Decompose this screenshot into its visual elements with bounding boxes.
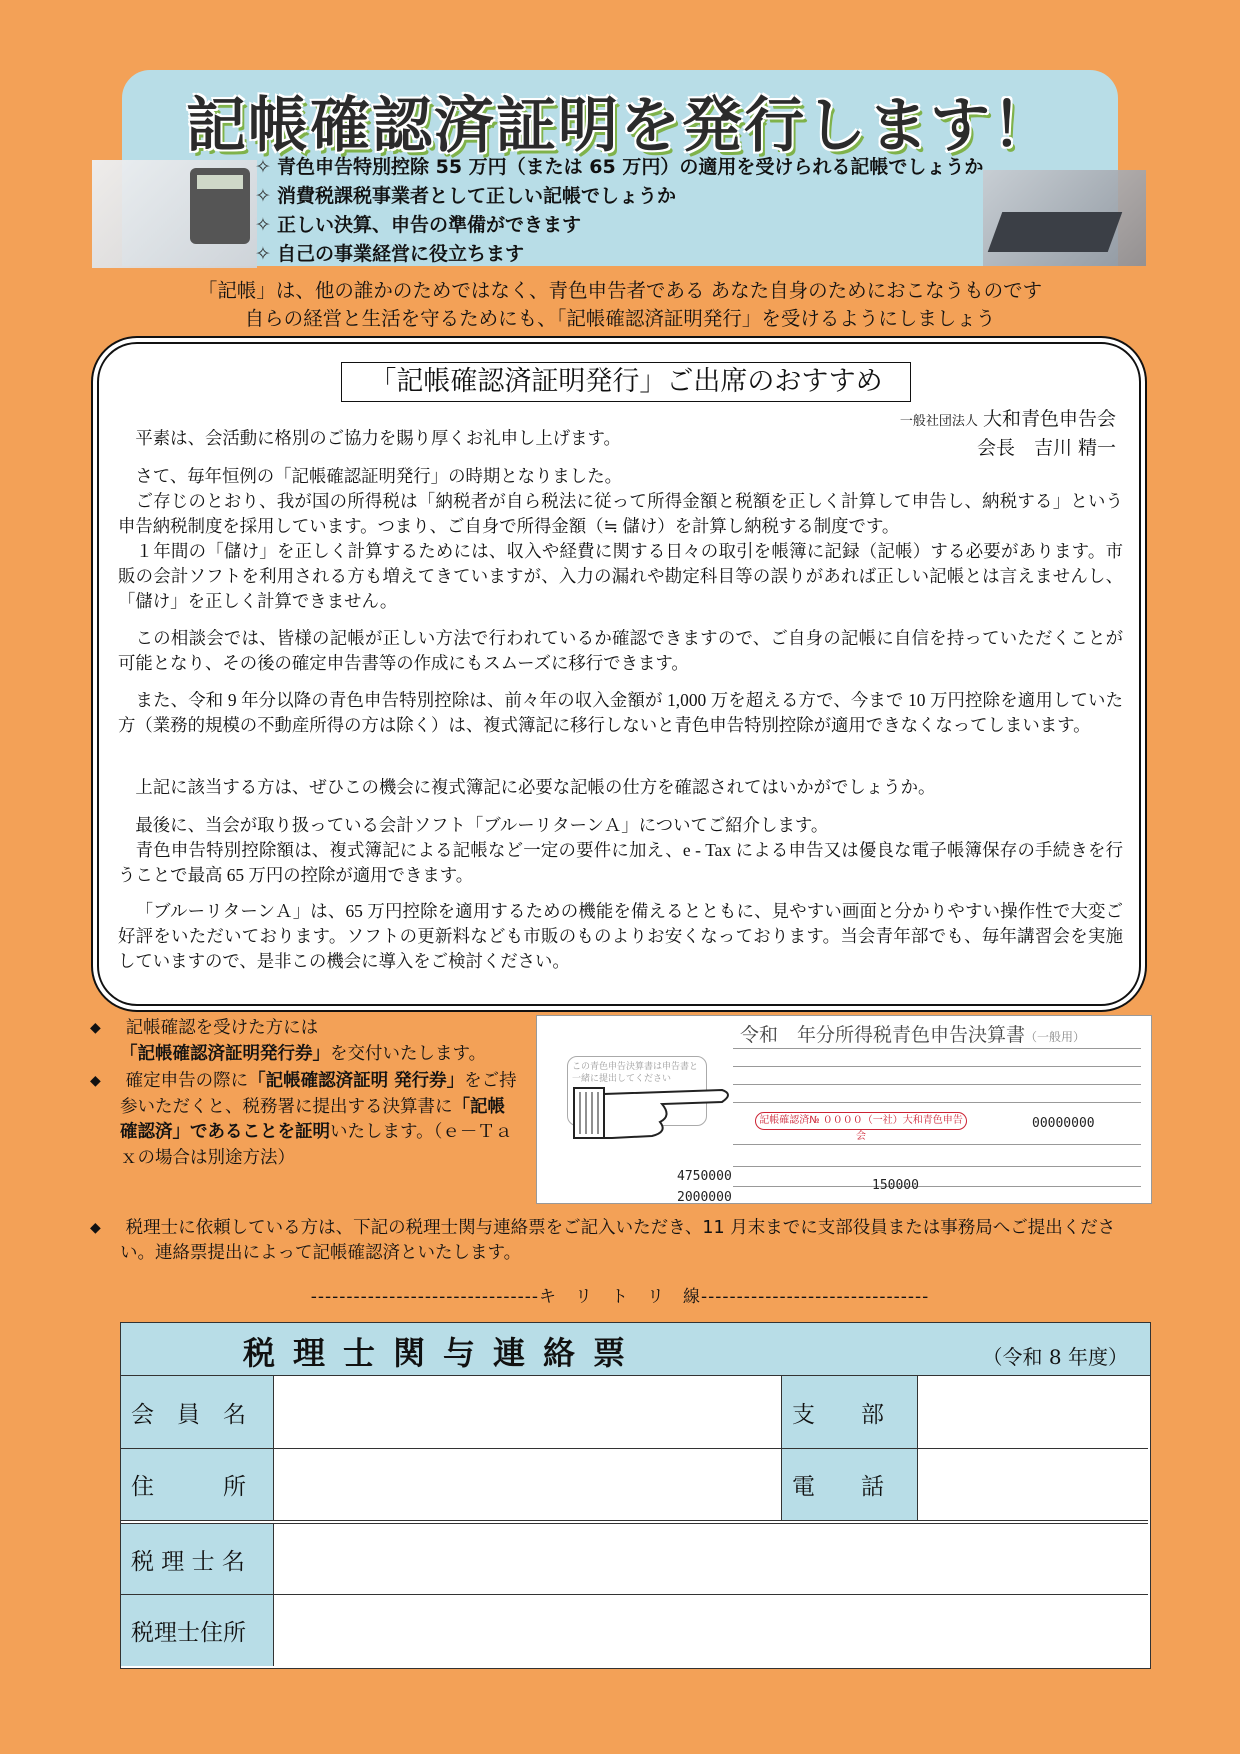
form-title: 税理士関与連絡票	[243, 1334, 644, 1372]
certification-stamp: 記帳確認済№ ００００（一社）大和青色申告会	[755, 1112, 967, 1130]
tax-accountant-address-field[interactable]	[274, 1595, 1148, 1666]
laptop-keyboard-icon	[988, 212, 1123, 252]
form-header	[121, 1323, 1150, 1376]
sparkle-icon: ✧	[255, 156, 271, 178]
diamond-icon: ◆	[90, 1020, 101, 1036]
letter-paragraph: この相談会では、皆様の記帳が正しい方法で行われているか確認できますので、ご自身の記帳に自信を持っていただくことが可能となり、その後の確定申告書等の作成にもスムーズに移行できます。	[118, 628, 1123, 673]
speech-bubble: この青色申告決算書は申告書と一緒に提出してください	[567, 1056, 707, 1126]
form-year: （令和 8 年度）	[982, 1345, 1128, 1369]
sparkle-icon: ✧	[255, 185, 271, 207]
pointing-hand-icon	[572, 1076, 742, 1146]
letter-paragraph: 平素は、会活動に格別のご協力を賜り厚くお礼申し上げます。	[135, 428, 621, 448]
form-title: 令和 年分所得税青色申告決算書（一般用）	[740, 1024, 1086, 1046]
address-label: 住 所	[121, 1449, 274, 1521]
letter-paragraph: １年間の「儲け」を正しく計算するためには、収入や経費に関する日々の取引を帳簿に記録（記帳）する必要があります。市販の会計ソフトを利用される方も増えてきていますが、入力の漏れや勘定科目等の誤りがあれば正しい記帳とは言えませんし、「儲け」を正しく計算できません。	[118, 541, 1123, 611]
note-item: ◆ 記帳確認を受けた方には「記帳確認済証明発行券」を交付いたします。	[90, 1016, 522, 1067]
letter-paragraph: また、令和 9 年分以降の青色申告特別控除は、前々年の収入金額が 1,000 万を超える方で、今まで 10 万円控除を適用していた方（業務的規模の不動産所得の方は除く）は、複式簿記に移行しないと青色申告特別控除が適用できなくなってしまいます。	[118, 690, 1123, 735]
sparkle-icon: ✧	[255, 214, 271, 236]
header-bullet-list	[255, 153, 983, 269]
page-title: 記帳確認済証明を発行します！	[186, 91, 1054, 161]
phone-label: 電 話	[782, 1449, 918, 1521]
calculator-icon	[190, 168, 250, 244]
phone-field[interactable]	[918, 1449, 1148, 1521]
letter-paragraph: ご存じのとおり、我が国の所得税は「納税者が自ら税法に従って所得金額と税額を正しく計算して申告し、納税する」という申告納税制度を採用しています。つまり、ご自身で所得金額（≒ 儲け）を計算し納税する制度です。	[118, 491, 1123, 536]
bullet-item: ✧ 自己の事業経営に役立ちます	[255, 240, 983, 269]
cut-line: --------------------------------キ リ ト リ 線--------------------------------	[310, 1287, 930, 1307]
note-item: ◆ 確定申告の際に「記帳確認済証明 発行券」をご持参いただくと、税務署に提出する決算書に「記帳確認済」であることを証明いたします。（ｅ－Ｔａｘの場合は別途方法）	[90, 1069, 522, 1171]
tax-accountant-note: ◆ 税理士に依頼している方は、下記の税理士関与連絡票をご記入いただき、11 月末までに支部役員または事務局へご提出ください。連絡票提出によって記帳確認済といたします。	[90, 1216, 1150, 1266]
member-name-field[interactable]	[274, 1376, 782, 1449]
bullet-item: ✧ 青色申告特別控除 55 万円（または 65 万円）の適用を受けられる記帳でしょうか	[255, 153, 983, 182]
diamond-icon: ◆	[90, 1073, 101, 1089]
letter-paragraph: さて、毎年恒例の「記帳確認証明発行」の時期となりました。	[135, 466, 622, 486]
bullet-item: ✧ 正しい決算、申告の準備ができます	[255, 211, 983, 240]
tax-return-form-image: 令和 年分所得税青色申告決算書（一般用） この青色申告決算書は申告書と一緒に提出してください 記帳確認済№ ００００（一社）大和青色申告会 00000000 4750000 150000 2000000	[536, 1015, 1152, 1204]
notes-section	[90, 1016, 522, 1173]
address-field[interactable]	[274, 1449, 782, 1521]
letter-paragraph: 上記に該当する方は、ぜひこの機会に複式簿記に必要な記帳の仕方を確認されてはいかがでしょうか。	[135, 777, 936, 797]
letter-paragraph: 「ブルーリターンＡ」は、65 万円控除を適用するための機能を備えるとともに、見やすい画面と分かりやすい操作性で大変ご好評をいただいております。ソフトの更新料なども市販のものよりお安くなっております。当会青年部でも、毎年講習会を実施していますので、是非この機会に導入をご検討ください。	[118, 901, 1123, 971]
tax-accountant-name-label: 税 理 士 名	[121, 1523, 274, 1595]
branch-label: 支 部	[782, 1376, 918, 1449]
intro-text: 「記帳」は、他の誰かのためではなく、青色申告者である あなた自身のためにおこなうものです 自らの経営と生活を守るためにも、「記帳確認済証明発行」を受けるようにしましょう	[197, 279, 1043, 330]
letter-paragraph: 最後に、当会が取り扱っている会計ソフト「ブルーリターンＡ」についてご紹介します。	[135, 815, 829, 835]
organization-signature: 一般社団法人 大和青色申告会 会長 吉川 精一	[899, 408, 1116, 459]
tax-accountant-name-field[interactable]	[274, 1523, 1148, 1595]
bullet-item: ✧ 消費税課税事業者として正しい記帳でしょうか	[255, 182, 983, 211]
diamond-icon: ◆	[90, 1220, 101, 1236]
tax-accountant-contact-form	[120, 1322, 1151, 1669]
branch-field[interactable]	[918, 1376, 1148, 1449]
letter-title: 「記帳確認済証明発行」ご出席のおすすめ	[341, 362, 911, 402]
sparkle-icon: ✧	[255, 243, 271, 265]
member-name-label: 会 員 名	[121, 1376, 274, 1449]
letter-paragraph: 青色申告特別控除額は、複式簿記による記帳など一定の要件に加え、e - Tax による申告又は優良な電子帳簿保存の手続きを行うことで最高 65 万円の控除が適用できます。	[118, 840, 1123, 885]
tax-accountant-address-label: 税理士住所	[121, 1595, 274, 1666]
